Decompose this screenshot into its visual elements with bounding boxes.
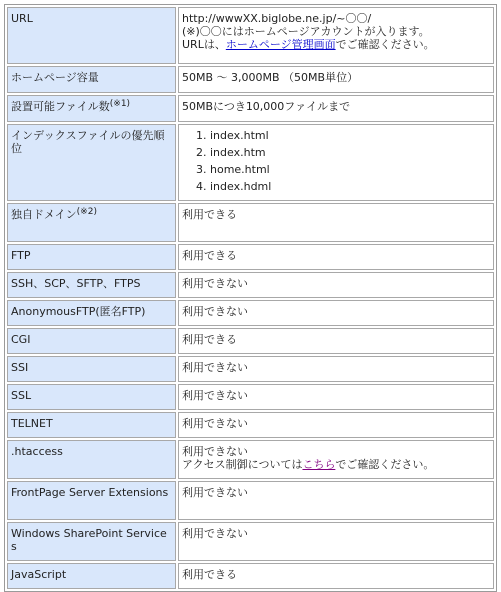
row-value: 利用できない: [178, 412, 494, 438]
row-value: [178, 7, 494, 64]
row-key: FrontPage Server Extensions: [7, 481, 176, 520]
list-item: 3. home.html: [210, 163, 490, 180]
row-value: 利用できない: [178, 481, 494, 520]
table-row-custom-domain: [7, 203, 494, 242]
htaccess-note: アクセス制御についてはこちらでご確認ください。: [182, 458, 435, 471]
row-key: TELNET: [7, 412, 176, 438]
table-row-ftp: [7, 244, 494, 270]
footnote-marker: (※1): [109, 99, 131, 109]
row-value: 50MB 〜 3,000MB （50MB単位）: [178, 66, 494, 93]
row-key: .htaccess: [7, 440, 176, 479]
row-value: 利用できない: [178, 356, 494, 382]
table-row-anonymous-ftp: [7, 300, 494, 326]
footnote-marker: (※2): [76, 207, 97, 217]
row-key: インデックスファイルの優先順位: [7, 124, 176, 201]
list-item: 4. index.hdml: [210, 180, 490, 197]
row-key: SSI: [7, 356, 176, 382]
table-row-htaccess: [7, 440, 494, 479]
access-control-link[interactable]: こちら: [302, 458, 336, 471]
url-account-note: (※)〇〇にはホームページアカウントが入ります。: [182, 25, 430, 38]
row-value: 利用できる: [178, 244, 494, 270]
row-value: 利用できる: [178, 328, 494, 354]
url-check-text: URLは、ホームページ管理画面でご確認ください。: [182, 38, 435, 51]
row-key: ホームページ容量: [7, 66, 176, 93]
row-key: URL: [7, 7, 176, 64]
row-key: SSH、SCP、SFTP、FTPS: [7, 272, 176, 298]
row-value: 利用できない: [178, 300, 494, 326]
table-row-cgi: [7, 328, 494, 354]
row-value: [178, 124, 494, 201]
table-row-ssl: [7, 384, 494, 410]
table-row-javascript: [7, 563, 494, 589]
row-key: Windows SharePoint Services: [7, 522, 176, 561]
list-item: 2. index.htm: [210, 146, 490, 163]
row-value: [178, 440, 494, 479]
hosting-spec-table: [4, 4, 497, 592]
homepage-admin-link[interactable]: ホームページ管理画面: [225, 38, 336, 51]
table-row-index-priority: [7, 124, 494, 201]
index-priority-list: [182, 129, 490, 197]
row-key: SSL: [7, 384, 176, 410]
row-key: CGI: [7, 328, 176, 354]
url-pattern: http://wwwXX.biglobe.ne.jp/~〇〇/: [182, 12, 372, 25]
table-row-url: [7, 7, 494, 64]
row-key: FTP: [7, 244, 176, 270]
htaccess-status: 利用できない: [182, 445, 248, 458]
row-key: 独自ドメイン$^{(※2)}$: [7, 203, 176, 242]
row-value: 利用できる: [178, 203, 494, 242]
table-row-telnet: [7, 412, 494, 438]
row-value: 利用できない: [178, 272, 494, 298]
row-key: 設置可能ファイル数$^{(※1)}$: [7, 95, 176, 122]
table-row-capacity: [7, 66, 494, 93]
table-row-file-count: [7, 95, 494, 122]
spec-table-container: [4, 4, 497, 592]
table-row-ssh: [7, 272, 494, 298]
row-value: 50MBにつき10,000ファイルまで: [178, 95, 494, 122]
list-item: 1. index.html: [210, 129, 490, 146]
row-value: 利用できない: [178, 384, 494, 410]
row-value: 利用できる: [178, 563, 494, 589]
table-row-sharepoint: [7, 522, 494, 561]
row-key: AnonymousFTP(匿名FTP): [7, 300, 176, 326]
table-row-frontpage: [7, 481, 494, 520]
row-value: 利用できない: [178, 522, 494, 561]
table-row-ssi: [7, 356, 494, 382]
row-key: JavaScript: [7, 563, 176, 589]
